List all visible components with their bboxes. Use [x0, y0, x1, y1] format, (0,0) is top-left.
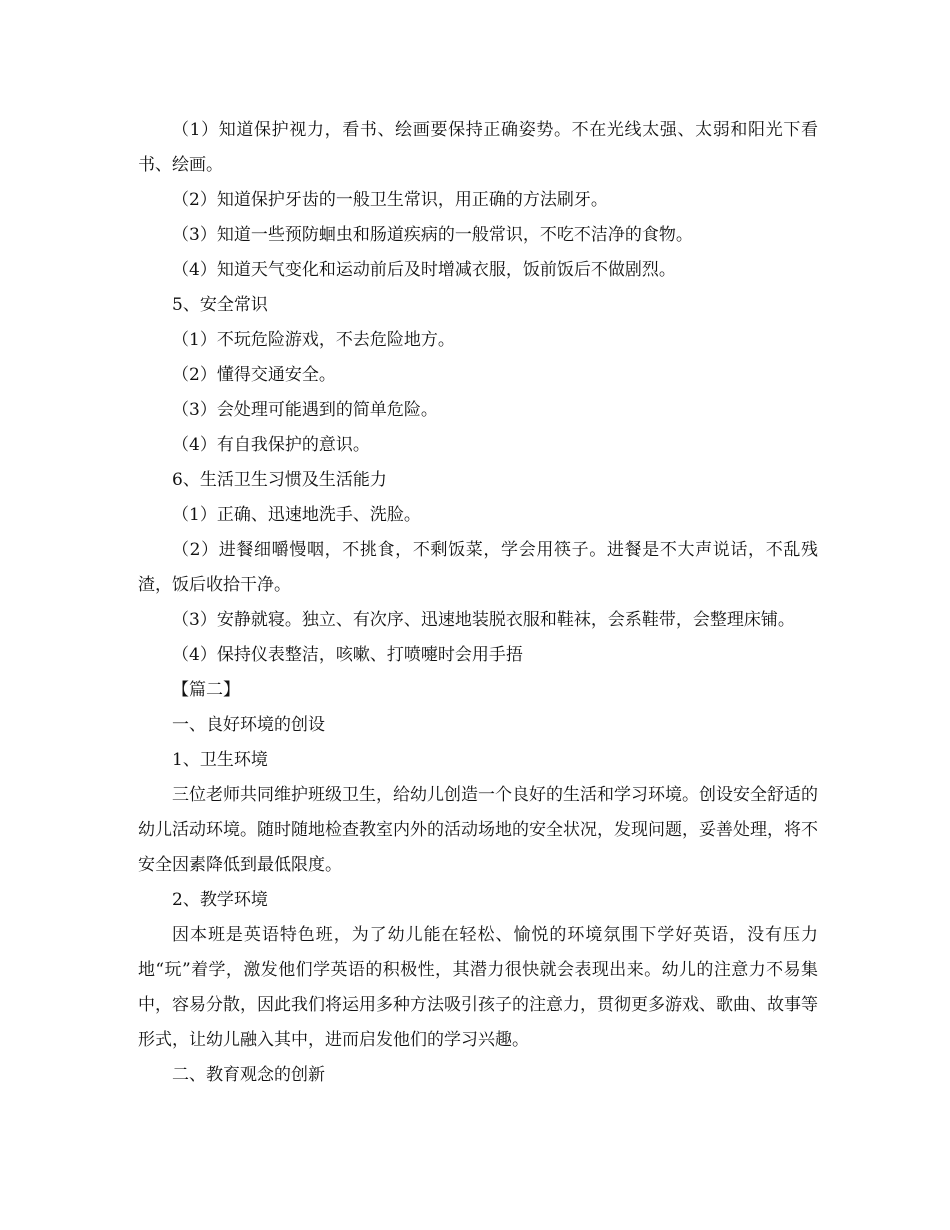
paragraph: 三位老师共同维护班级卫生，给幼儿创造一个良好的生活和学习环境。创设安全舒适的幼儿活动环境。随时随地检查教室内外的活动场地的安全状况，发现问题，妥善处理，将不安全因素降低到最低限度。 — [138, 785, 818, 875]
part-heading: 【篇二】 — [172, 680, 240, 700]
section-heading: 2、教学环境 — [172, 890, 268, 910]
section-heading: 1、卫生环境 — [172, 750, 268, 770]
paragraph: （1）不玩危险游戏，不去危险地方。 — [172, 330, 455, 350]
paragraph: （3）知道一些预防蛔虫和肠道疾病的一般常识，不吃不洁净的食物。 — [172, 225, 693, 245]
section-heading: 二、教育观念的创新 — [172, 1065, 325, 1085]
document-body — [138, 113, 818, 1093]
paragraph: 因本班是英语特色班，为了幼儿能在轻松、愉悦的环境氛围下学好英语，没有压力地“玩”着学，激发他们学英语的积极性，其潜力很快就会表现出来。幼儿的注意力不易集中，容易分散，因此我们将运用多种方法吸引孩子的注意力，贯彻更多游戏、歌曲、故事等形式，让幼儿融入其中，进而启发他们的学习兴趣。 — [138, 925, 818, 1050]
section-heading: 一、良好环境的创设 — [172, 715, 325, 735]
paragraph: （3）会处理可能遇到的简单危险。 — [172, 400, 438, 420]
paragraph: （4）保持仪表整洁，咳嗽、打喷嚏时会用手捂 — [172, 645, 523, 665]
section-heading: 5、安全常识 — [172, 295, 268, 315]
paragraph: （4）有自我保护的意识。 — [172, 435, 370, 455]
paragraph: （4）知道天气变化和运动前后及时增减衣服，饭前饭后不做剧烈。 — [172, 260, 676, 280]
paragraph: （2）懂得交通安全。 — [172, 365, 336, 385]
paragraph: （2）进餐细嚼慢咽，不挑食，不剩饭菜，学会用筷子。进餐是不大声说话，不乱残渣，饭后收拾干净。 — [138, 540, 818, 595]
paragraph: （3）安静就寝。独立、有次序、迅速地装脱衣服和鞋袜，会系鞋带，会整理床铺。 — [172, 610, 795, 630]
paragraph: （1）正确、迅速地洗手、洗脸。 — [172, 505, 421, 525]
paragraph: （1）知道保护视力，看书、绘画要保持正确姿势。不在光线太强、太弱和阳光下看书、绘画。 — [138, 120, 818, 175]
section-heading: 6、生活卫生习惯及生活能力 — [172, 470, 387, 490]
paragraph: （2）知道保护牙齿的一般卫生常识，用正确的方法刷牙。 — [172, 190, 608, 210]
